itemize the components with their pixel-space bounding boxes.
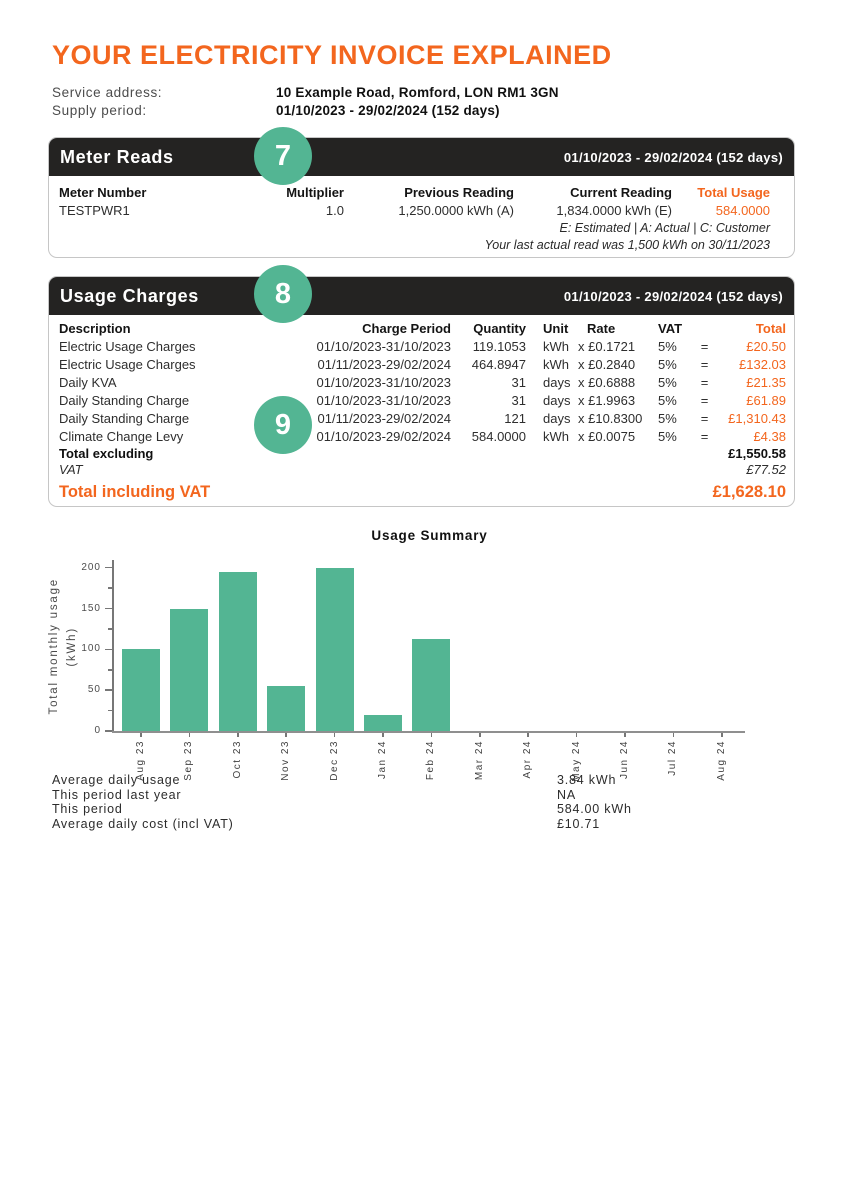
supply-period-label: Supply period: [52,103,147,118]
x-tick-label: Jan 24 [377,740,388,780]
charge-vat-cell: 5% [658,411,677,426]
usage-charges-col-header: Rate [587,321,616,336]
usage-stats [52,773,632,832]
x-tick [237,733,239,737]
charge-period-cell: 01/11/2023-29/02/2024 [317,411,451,426]
usage-chart [0,520,847,782]
charge-total-cell: £1,310.43 [728,411,786,426]
charge-period-cell: 01/10/2023-31/10/2023 [316,375,451,390]
usage-charges-row [59,410,786,428]
usage-charges-col-header: Total [755,321,786,336]
charge-vat-cell: 5% [658,393,677,408]
x-tick-label: Sep 23 [183,740,195,781]
charges-total-row [59,481,786,503]
usage-charges-row [59,374,786,392]
y-major-tick [105,730,112,732]
x-tick [189,733,191,737]
x-tick-label: Jun 24 [619,740,630,780]
charge-total-cell: £20.50 [746,339,786,354]
charge-equals-cell: = [700,411,709,426]
x-tick [527,733,529,737]
meter-reads-period: 01/10/2023 - 29/02/2024 (152 days) [563,149,783,165]
usage-charges-col-header: Charge Period [362,321,451,336]
charge-total-cell: £4.38 [753,429,786,444]
meter-reads-col-header: Current Reading [570,185,672,200]
y-major-tick [105,567,112,569]
y-minor-tick [108,710,112,712]
y-minor-tick [108,587,112,589]
x-tick-label: Feb 24 [425,740,437,781]
charge-rate-cell: x £10.8300 [578,411,643,426]
y-major-tick [105,608,112,610]
charges-total-value: £1,550.58 [728,446,786,461]
charge-rate-cell: x £0.0075 [578,429,636,444]
meter-reads-header-bar [49,138,794,176]
charge-unit-cell: days [543,393,571,408]
charge-total-cell: £61.89 [746,393,786,408]
y-tick-label: 50 [87,684,101,696]
chart-x-axis-line [112,731,745,733]
usage-bar [364,715,402,731]
x-tick-label: Nov 23 [280,740,292,781]
charge-total-cell: £132.03 [739,357,786,372]
chart-y-axis-line [112,560,114,733]
meter-reads-body [49,176,794,253]
x-tick [721,733,723,737]
callout-badge-9: 9 [254,396,312,454]
charge-quantity-cell: 31 [511,393,526,408]
meter-reads-row [59,202,770,220]
usage-bar [122,649,160,731]
charges-total-row [59,462,786,478]
usage-bar [412,639,450,731]
stat-row [52,788,632,803]
stat-label: Average daily usage [52,773,181,787]
charge-description-cell: Daily Standing Charge [59,393,190,408]
charge-equals-cell: = [700,375,709,390]
x-tick-label: Oct 23 [231,740,243,779]
stat-label: This period last year [52,787,182,802]
charge-vat-cell: 5% [658,375,677,390]
usage-bar [316,568,354,731]
meter-reads-title: Meter Reads [60,146,174,167]
usage-charges-col-spacer [688,320,721,338]
chart-y-axis-label-line2: (kWh) [66,626,78,667]
meter-reads-section [48,137,795,258]
usage-bar [219,572,257,731]
charges-total-label: Total excluding [59,446,154,461]
charge-equals-cell: = [700,339,709,354]
stat-row [52,773,632,788]
charge-description-cell: Daily Standing Charge [59,411,190,426]
charge-quantity-cell: 121 [504,411,526,426]
x-tick-label: Apr 24 [522,740,534,779]
stat-value: £10.71 [557,817,601,832]
usage-charges-rows [59,338,786,446]
stat-row [52,817,632,832]
callout-badge-7: 7 [254,127,312,185]
usage-charges-row [59,338,786,356]
previous-reading-cell: 1,250.0000 kWh (A) [398,203,514,218]
charge-equals-cell: = [700,357,709,372]
charge-rate-cell: x £1.9963 [578,393,636,408]
charge-rate-cell: x £0.6888 [578,375,636,390]
usage-charges-row [59,356,786,374]
usage-bar [267,686,305,731]
x-tick [673,733,675,737]
charge-rate-cell: x £0.2840 [578,357,636,372]
stat-value: 3.84 kWh [557,773,617,787]
x-tick-label: May 24 [570,740,582,782]
meter-number-cell: TESTPWR1 [59,203,130,218]
meter-reads-col-header: Previous Reading [404,185,514,200]
charge-vat-cell: 5% [658,339,677,354]
charge-period-cell: 01/11/2023-29/02/2024 [317,357,451,372]
charge-description-cell: Electric Usage Charges [59,357,196,372]
meter-reads-col-header: Multiplier [286,185,344,200]
stat-label: Average daily cost (incl VAT) [52,817,234,832]
service-address-value: 10 Example Road, Romford, LON RM1 3GN [276,85,559,100]
x-tick-label: Jul 24 [667,740,679,776]
supply-period-row [52,102,559,120]
usage-charges-col-header: Unit [543,321,569,336]
x-tick-label: Aug 24 [715,740,727,781]
x-tick [140,733,142,737]
charge-quantity-cell: 464.8947 [471,357,526,372]
current-reading-cell: 1,834.0000 kWh (E) [556,203,672,218]
usage-charges-col-header: Description [59,321,131,336]
x-tick-label: Dec 23 [328,740,340,781]
x-tick-label: Mar 24 [473,740,485,781]
total-usage-cell: 584.0000 [715,203,770,218]
callout-badge-8: 8 [254,265,312,323]
usage-charges-row [59,428,786,446]
charge-description-cell: Daily KVA [59,375,117,390]
charge-unit-cell: days [543,411,571,426]
charges-total-value: £77.52 [746,462,786,477]
charge-equals-cell: = [700,429,709,444]
charges-total-label: VAT [59,462,83,477]
usage-charges-title: Usage Charges [60,285,199,306]
charge-period-cell: 01/10/2023-31/10/2023 [316,393,451,408]
charge-unit-cell: kWh [543,357,569,372]
x-tick [382,733,384,737]
x-tick [624,733,626,737]
y-tick-label: 0 [94,725,101,736]
stat-value: 584.00 kWh [557,802,632,817]
last-actual-read-note: Your last actual read was 1,500 kWh on 30/11/2023 [484,237,770,252]
stat-value: NA [557,787,576,802]
stat-label: This period [52,802,123,817]
reading-type-legend: E: Estimated | A: Actual | C: Customer [559,221,770,235]
charge-rate-cell: x £0.1721 [578,339,636,354]
charge-vat-cell: 5% [658,357,677,372]
usage-charges-header-row [59,320,786,338]
chart-y-axis-label-line1: Total monthly usage [48,578,60,715]
chart-title: Usage Summary [371,528,488,543]
usage-charges-period: 01/10/2023 - 29/02/2024 (152 days) [563,288,783,304]
meter-reads-col-header: Meter Number [59,185,147,200]
charge-quantity-cell: 584.0000 [471,429,526,444]
x-tick [576,733,578,737]
meter-reads-rows [59,202,770,220]
charge-quantity-cell: 119.1053 [472,339,526,354]
charge-vat-cell: 5% [658,429,677,444]
charge-unit-cell: days [543,375,571,390]
x-tick [479,733,481,737]
charge-unit-cell: kWh [543,339,569,354]
charges-total-label: Total including VAT [59,483,211,501]
charge-quantity-cell: 31 [511,375,526,390]
x-tick [285,733,287,737]
charge-unit-cell: kWh [543,429,569,444]
meter-reads-col-header: Total Usage [697,185,770,200]
multiplier-cell: 1.0 [325,203,344,218]
usage-bar [170,609,208,731]
service-address-label: Service address: [52,85,163,100]
charge-period-cell: 01/10/2023-31/10/2023 [316,339,451,354]
usage-charges-totals [59,446,786,503]
charge-description-cell: Electric Usage Charges [59,339,196,354]
x-tick-label: Aug 23 [135,740,146,781]
usage-charges-header-bar [49,277,794,315]
charge-description-cell: Climate Change Levy [59,429,184,444]
x-tick [334,733,336,737]
usage-charges-body [49,315,794,503]
y-major-tick [105,649,112,651]
x-tick [431,733,433,737]
address-block [52,84,559,120]
y-tick-label: 100 [81,643,101,655]
meter-reads-header-row [59,184,770,202]
charge-total-cell: £21.35 [746,375,786,390]
usage-charges-row [59,392,786,410]
charge-period-cell: 01/10/2023-29/02/2024 [316,429,451,444]
y-tick-label: 200 [81,561,101,573]
usage-charges-col-header: VAT [658,321,683,336]
y-minor-tick [108,669,112,671]
stat-row [52,802,632,817]
service-address-row [52,84,559,102]
y-minor-tick [108,628,112,630]
usage-charges-col-header: Quantity [473,321,526,336]
usage-charges-section [48,276,795,507]
charges-total-value: £1,628.10 [712,483,786,501]
charges-total-row [59,446,786,462]
page-title: YOUR ELECTRICITY INVOICE EXPLAINED [52,40,612,70]
charge-equals-cell: = [700,393,709,408]
y-major-tick [105,689,112,691]
supply-period-value: 01/10/2023 - 29/02/2024 (152 days) [276,103,500,118]
y-tick-label: 150 [81,602,101,614]
